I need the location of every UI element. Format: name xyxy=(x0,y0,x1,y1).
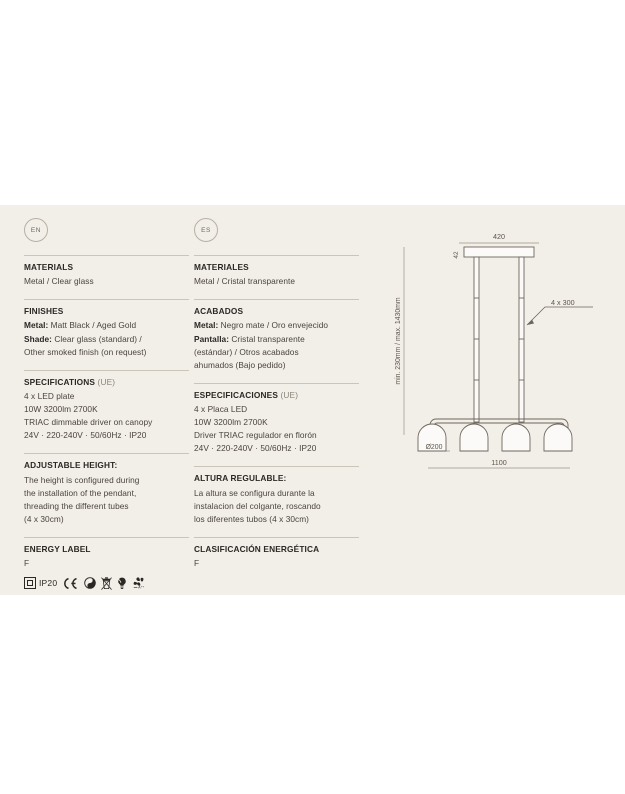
spec-line xyxy=(24,275,189,288)
dimension-label-canopy-height: 42 xyxy=(453,251,460,259)
spec-line-text: Cristal transparente xyxy=(229,333,305,344)
spec-line xyxy=(24,319,189,332)
spec-line: Driver TRIAC regulador en florón xyxy=(194,430,317,441)
energy-class-icon xyxy=(132,576,146,590)
spec-line xyxy=(194,333,359,346)
dimension-label-total-width: 1100 xyxy=(491,458,507,467)
spec-line-label: Shade: xyxy=(24,333,52,344)
spec-heading xyxy=(24,460,189,471)
divider xyxy=(194,255,359,256)
divider xyxy=(24,537,189,538)
spec-line xyxy=(194,319,359,332)
spec-line xyxy=(24,333,189,346)
spec-heading-text: MATERIALES xyxy=(194,262,249,272)
language-badge-label: EN xyxy=(30,226,42,234)
spec-line-label: Metal: xyxy=(24,320,49,331)
canopy xyxy=(464,247,534,257)
spec-line: 4 x Placa LED xyxy=(194,404,248,415)
spec-line: los diferentes tubos (4 x 30cm) xyxy=(194,513,309,524)
spec-line: 4 x LED plate xyxy=(24,390,75,401)
language-badge-en[interactable] xyxy=(24,218,48,242)
tube-callout-leader xyxy=(527,307,593,325)
certification-icon-row xyxy=(24,575,189,591)
spec-line: 24V · 220-240V · 50/60Hz · IP20 xyxy=(194,443,317,454)
spec-line xyxy=(24,346,189,359)
dimension-label-shade-diameter: Ø200 xyxy=(425,444,443,451)
technical-drawing-svg xyxy=(388,225,610,475)
spec-heading-text: CLASIFICACIÓN ENERGÉTICA xyxy=(194,543,320,554)
spec-block-altura-regulable xyxy=(194,466,359,525)
spec-heading-text: ALTURA REGULABLE: xyxy=(194,473,287,484)
spec-column-en xyxy=(24,218,189,602)
spec-heading-text: ACABADOS xyxy=(194,306,244,317)
divider xyxy=(194,466,359,467)
spec-line: TRIAC dimmable driver on canopy xyxy=(24,417,153,428)
spec-line: the installation of the pendant, xyxy=(24,487,137,498)
ip-rating-label: IP20 xyxy=(39,578,58,589)
spec-block-materiales xyxy=(194,255,359,288)
spec-heading-sub: (UE) xyxy=(95,376,116,387)
recyclable-icon xyxy=(84,577,96,589)
dimension-label-canopy-width: 420 xyxy=(493,232,505,241)
energy-class-value: F xyxy=(194,558,200,569)
spec-block-especificaciones xyxy=(194,383,359,456)
weee-crossed-bin-icon xyxy=(101,577,112,590)
spec-line-label: Metal: xyxy=(194,320,219,331)
spec-line: Metal / Cristal transparente xyxy=(194,276,296,287)
spec-block-adjustable-height xyxy=(24,453,189,526)
spec-block-energy-label xyxy=(24,537,189,591)
spec-line-label: Pantalla: xyxy=(194,333,230,344)
divider xyxy=(24,370,189,371)
language-badge-label: ES xyxy=(201,226,211,234)
shade-4 xyxy=(544,424,572,451)
spec-heading xyxy=(194,306,359,317)
spec-line-text: Other smoked finish (on request) xyxy=(24,346,147,357)
energy-class-value: F xyxy=(24,558,30,569)
spec-heading-text: SPECIFICATIONS xyxy=(24,376,96,387)
spec-heading-text: ENERGY LABEL xyxy=(24,543,91,554)
spec-column-es xyxy=(194,218,359,581)
spec-line-text: Clear glass (standard) / xyxy=(51,333,142,344)
spec-heading-text: ESPECIFICACIONES xyxy=(194,389,278,400)
divider xyxy=(24,453,189,454)
divider xyxy=(24,299,189,300)
spec-heading xyxy=(24,377,189,388)
dimension-label-height-range: min. 230mm / max. 1430mm xyxy=(395,297,402,385)
spec-block-specifications xyxy=(24,370,189,443)
spec-line-text: Metal / Clear glass xyxy=(24,276,94,287)
spec-heading xyxy=(24,544,189,555)
dimension-label-tube-callout: 4 x 300 xyxy=(551,298,575,307)
spec-heading-text: FINISHES xyxy=(24,306,64,317)
spec-heading xyxy=(24,306,189,317)
class-ii-double-insulation-icon xyxy=(24,577,57,589)
shade-2 xyxy=(460,424,488,451)
spec-line-text: Negro mate / Oro envejecido xyxy=(218,320,329,331)
svg-text:A: A xyxy=(138,585,141,590)
suspension-tubes xyxy=(474,257,524,422)
spec-heading xyxy=(24,262,189,273)
spec-heading-text: ADJUSTABLE HEIGHT: xyxy=(24,460,118,471)
spec-block-clasificacion-energetica xyxy=(194,537,359,570)
spec-block-materials xyxy=(24,255,189,288)
spec-line: (4 x 30cm) xyxy=(24,513,64,524)
spec-line: (estándar) / Otros acabados xyxy=(194,346,299,357)
spec-block-finishes xyxy=(24,299,189,358)
divider xyxy=(194,537,359,538)
ce-mark-icon xyxy=(62,577,79,590)
divider xyxy=(194,299,359,300)
specification-panel xyxy=(0,205,625,595)
shade-3 xyxy=(502,424,530,451)
spec-heading xyxy=(194,390,359,401)
spec-heading xyxy=(194,473,359,484)
spec-line: La altura se configura durante la xyxy=(194,487,315,498)
language-badge-es[interactable] xyxy=(194,218,218,242)
spec-line-text: Matt Black / Aged Gold xyxy=(48,320,137,331)
bulb-not-replaceable-icon xyxy=(117,577,127,590)
technical-drawing xyxy=(388,225,610,475)
spec-line: 10W 3200lm 2700K xyxy=(24,404,98,415)
spec-line: threading the different tubes xyxy=(24,500,129,511)
divider xyxy=(24,255,189,256)
tube-joint-marks xyxy=(474,298,524,380)
spec-line: ahumados (Bajo pedido) xyxy=(194,359,286,370)
divider xyxy=(194,383,359,384)
spec-heading-sub: (UE) xyxy=(278,389,299,400)
spec-line: 24V · 220-240V · 50/60Hz · IP20 xyxy=(24,430,147,441)
svg-text:++: ++ xyxy=(141,584,145,589)
spec-heading xyxy=(194,544,359,555)
spec-line: 10W 3200lm 2700K xyxy=(194,417,268,428)
spec-block-acabados xyxy=(194,299,359,372)
spec-heading-text: MATERIALS xyxy=(24,262,74,272)
spec-line: instalacion del colgante, roscando xyxy=(194,500,321,511)
spec-heading xyxy=(194,262,359,273)
spec-line: The height is configured during xyxy=(24,474,140,485)
